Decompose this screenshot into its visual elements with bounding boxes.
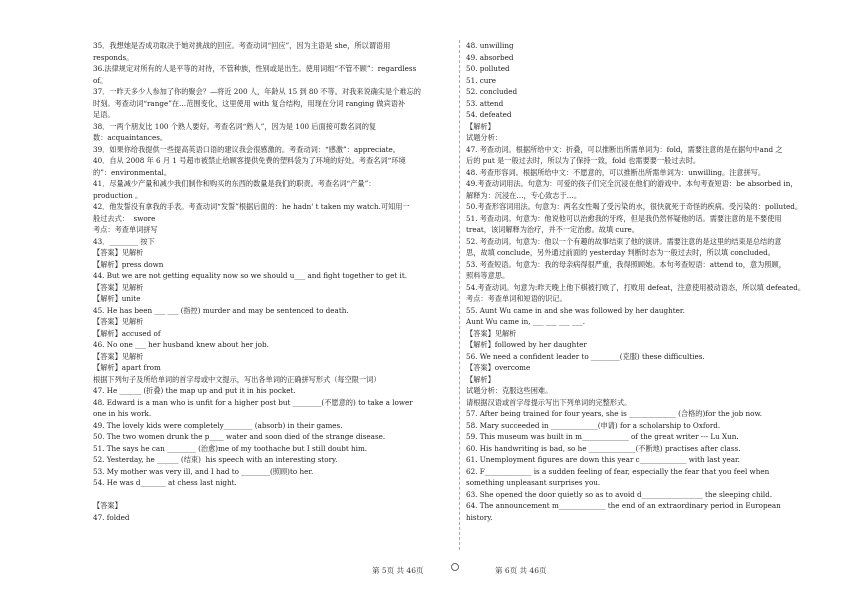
text-line: 【解析】press down [93,259,164,269]
page-separator-icon [451,563,459,571]
text-line: 53. attend [466,98,504,108]
right-column [466,40,826,523]
text-line: history. [466,512,493,522]
text-line: 64. The announcement m_____________ the end of an extraordinary period in European [466,501,781,510]
text-line: 解释为：沉浸在…，专心致志于…。 [466,190,582,200]
text-line: 【解析】 [466,374,495,384]
text-line: 49.考查动词用法。句意为：可爱的孩子们完全沉浸在他们的游戏中。本句考查短语：be absorbed in， [466,179,798,188]
text-line: of。 [93,75,108,85]
text-line: 54. defeated [466,110,512,119]
text-line: 考点：考查单词和短语的识记。 [466,294,567,303]
page-number-right: 第 6页 共 46页 [495,566,547,575]
column-divider [459,40,460,550]
text-line: 61. Unemployment figures are down this year c_____________ with last year. [466,455,740,464]
text-line: 42．他发誓没有拿我的手表。考查动词“发誓”根据后面的：he hadn' t taken my watch.可知用一 [93,202,410,211]
text-line: 【答案】见解析 [93,317,144,326]
text-line: 考点：考查单词拼写 [93,225,158,234]
text-line: 数：acquaintances。 [93,133,168,142]
text-line: 足语。 [93,110,115,119]
text-line: 43．________ 按下 [93,236,155,246]
text-line: 54.考查动词。句意为:昨天晚上他下棋被打败了，打败用 defeat，注意使用被动语态，所以填 defeated。 [466,282,806,292]
text-line: 【答案】见解析 [93,351,144,361]
text-line: 35．我想她是否成功取决于她对挑战的回应。考查动词“回应”，因为主语是 she，所以谓语用 [93,41,391,50]
page-number-left: 第 5页 共 46页 [372,566,424,575]
text-line: something unpleasant surprises you. [466,478,601,487]
text-line: 52. Yesterday, he ______ (结束) his speech with an interesting story. [93,455,338,464]
text-line: 思，故填 conclude，另外通过前面的 yesterday 判断时态为一般过去时，所以填 concluded。 [466,248,775,257]
text-line: 49. absorbed [466,52,514,62]
text-line: 【解析】unite [93,294,141,303]
text-line: 47. folded [93,512,130,522]
text-line: one in his work. [93,409,152,418]
text-line: 44. But we are not getting equality now so we should u___ and fight together to get it. [93,271,408,280]
text-line: 39．如果你给我提供一些提高英语口语的建议我会很感激的。考查动词：“感激”：appreciate。 [93,144,400,154]
text-line: 47. He ______ (折叠) the map up and put it in his pocket. [93,386,296,395]
text-line: 【解析】apart from [93,363,161,372]
text-line: 51. The says he can ________ (治愈)me of my toothache but I still doubt him. [93,443,368,453]
text-line: 【答案】见解析 [466,328,517,338]
text-line: 63. She opened the door quietly so as to avoid d_________________ the sleeping child. [466,489,773,499]
text-line: 试题分析： [466,133,502,142]
text-line: 40．自从 2008 年 6 月 1 号超市被禁止给顾客提供免费的塑料袋为了环境的好处。考查名词“环境 [93,156,406,165]
text-line: 【答案】见解析 [93,248,144,257]
text-line: 48. unwilling [466,41,514,50]
text-line: 36.法律规定对所有的人是平等的对待，不管种族，性别或是出生。使用词组“不管不顾”：regardless [93,64,417,73]
text-line: treat，该词解释为治疗，并不一定治愈。故填 cure。 [466,225,639,234]
text-line: 照料等意思。 [466,271,510,280]
text-line: 50. polluted [466,64,510,73]
text-line: 50.考查形容词用法。句意为：两名女性喝了受污染的水，很快就死于奇怪的疾病。受污染的：polluted。 [466,202,803,211]
text-line: 60. His handwriting is bad, so he _____________(不断地) practises after class. [466,443,741,453]
text-line: 53. 考查短语。句意为：我的母亲病得很严重，我得照顾她。本句考查短语：attend to，意为照顾， [466,259,786,269]
text-line: 48. Edward is a man who is unfit for a higher post but ________(不愿意的) to take a lower [93,397,413,407]
text-line: 45. He has been ___ ___ (指控) murder and may be sentenced to death. [93,305,349,315]
text-line: 【答案】见解析 [93,282,144,292]
text-line: 55. Aunt Wu came in and she was followed by her daughter. [466,305,685,315]
text-line: 【解析】 [466,121,495,131]
text-line: 47. 考查动词。根据所给中文：折叠，可以推断出所需单词为：fold，需要注意的是在据句中and 之 [466,144,783,154]
text-line: 时刻。考查动词“range”在…范围变化，这里使用 with 复合结构，用现在分词 ranging 做宾语补 [93,98,406,108]
text-line: 56. We need a confident leader to ________(克服) these difficulties. [466,351,705,361]
text-line: 50. The two women drunk the p____ water and soon died of the strange disease. [93,432,386,441]
text-line [93,489,453,501]
text-line: 52. concluded [466,87,518,96]
text-line: 37．一昨天多少人参加了你的聚会？—将近 200 人，年龄从 15 到 80 不等。对我来说确实是个难忘的 [93,87,421,96]
text-line: 【解析】accused of [93,328,161,338]
text-line: 的”：environmental。 [93,167,172,177]
text-line: 49. The lovely kids were completely________ (absorb) in their games. [93,420,343,430]
text-line: 57. After being trained for four years, she is _____________ (合格的)for the job now. [466,409,763,418]
text-line: responds。 [93,52,134,62]
text-line: 46. No one ___ her husband knew about her job. [93,340,269,349]
text-line: 48. 考查形容词。根据所给中文：不愿意的，可以推断出所需单词为：unwilling。注意拼写。 [466,167,766,177]
text-line: 后的 put 是一般过去时，所以为了保持一致，fold 也需要要一般过去时。 [466,156,701,165]
text-line: 62. F_____________ is a sudden feeling of fear, especially the fear that you feel when [466,466,770,476]
text-line: 41．尽量减少产量和减少我们制作和购买的东西的数量是我们的职责。考查名词“产量”： [93,179,376,188]
text-line: 54. He was d_______ at chess last night. [93,478,237,487]
text-line: 51. 考查动词。句意为：他说他可以治愈我的牙疼，但是我仍然怀疑他的话。需要注意的是不要使用 [466,213,782,223]
text-line: 请根据汉语或首字母提示写出下列单词的完整形式。 [466,397,632,407]
text-line: 【解析】followed by her daughter [466,340,587,349]
text-line: 【答案】overcome [466,363,531,372]
text-line: Aunt Wu came in, ___ ___ ___ ___. [466,317,586,326]
text-line: 58. Mary succeeded in _____________(申请) for a scholarship to Oxford. [466,420,721,430]
text-line: 试题分析：克服这些困难。 [466,386,553,395]
text-line: 51. cure [466,75,497,85]
text-line: 53. My mother was very ill, and I had to ________(照顾)to her. [93,466,314,476]
text-line: 【答案】 [93,501,122,510]
text-line: 根据下列句子及所给单词的首字母或中文提示，写出各单词的正确拼写形式（每空限一词） [93,374,381,384]
left-column [93,40,453,523]
text-line: 59. This museum was built in m_____________ of the great writer --- Lu Xun. [466,432,739,441]
text-line: 52. 考查动词。句意为：他以一个有趣的故事结束了他的演讲。需要注意的是这里的结束是总结的意 [466,236,782,246]
text-line: production 。 [93,190,143,200]
text-line: 般过去式： swore [93,213,156,223]
text-line: 38．一两个朋友比 100 个熟人要好。考查名词“熟人”，因为是 100 后面接可数名词的复 [93,121,377,131]
